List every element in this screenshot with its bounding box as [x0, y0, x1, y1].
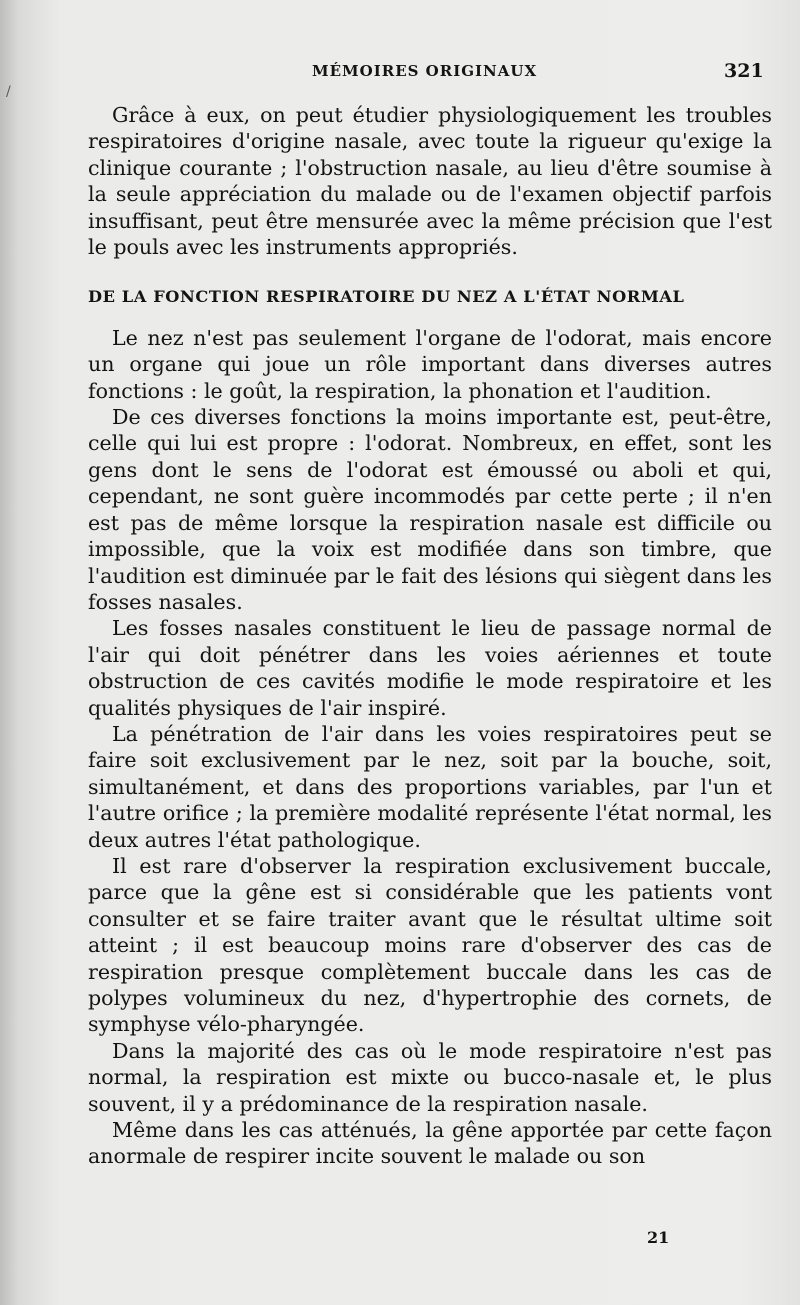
paragraph: Dans la majorité des cas où le mode respiratoire n'est pas normal, la respiration est mixte ou bucco-nasale et, le plus souvent, il y a prédominance de la respiration nasale.	[88, 1038, 772, 1116]
page-number: 321	[724, 60, 764, 82]
paragraph: Le nez n'est pas seulement l'organe de l'odorat, mais encore un organe qui joue un rôle important dans diverses autres fonctions : le goût, la respiration, la phonation et l'audition.	[88, 325, 772, 403]
page-header	[0, 62, 800, 92]
margin-mark: /	[6, 84, 11, 100]
body-text	[88, 102, 772, 1170]
paragraph: Même dans les cas atténués, la gêne apportée par cette façon anormale de respirer incite souvent le malade ou son	[88, 1118, 772, 1169]
paragraph: De ces diverses fonctions la moins importante est, peut-être, celle qui lui est propre : l'odorat. Nombreux, en effet, sont les gens dont le sens de l'odorat est émoussé ou aboli et qui, cependant, ne sont guère incommodés par cette perte ; il n'en est pas de même lorsque la respiration nasale est difficile ou impossible, que la voix est modifiée dans son timbre, que l'audition est diminuée par le fait des lésions qui siègent dans les fosses nasales.	[88, 405, 772, 614]
paragraph: Grâce à eux, on peut étudier physiologiquement les troubles respiratoires d'origine nasale, avec toute la rigueur qu'exige la clinique courante ; l'obstruction nasale, au lieu d'être soumise à la seule appréciation du malade ou de l'examen objectif parfois insuffisant, peut être mensurée avec la même précision que l'est le pouls avec les instruments appropriés.	[88, 103, 772, 260]
paragraph: Les fosses nasales constituent le lieu de passage normal de l'air qui doit pénétrer dans les voies aériennes et toute obstruction de ces cavités modifie le mode respiratoire et les qualités physiques de l'air inspiré.	[88, 616, 772, 720]
running-title: MÉMOIRES ORIGINAUX	[312, 62, 538, 80]
section-heading: DE LA FONCTION RESPIRATOIRE DU NEZ A L'ÉTAT NORMAL	[88, 287, 685, 307]
paragraph: Il est rare d'observer la respiration exclusivement buccale, parce que la gêne est si considérable que les patients vont consulter et se faire traiter avant que le résultat ultime soit atteint ; il est beaucoup moins rare d'observer des cas de respiration presque complètement buccale dans les cas de polypes volumineux du nez, d'hypertrophie des cornets, de symphyse vélo-pharyngée.	[88, 853, 772, 1037]
signature-mark: 21	[647, 1228, 670, 1247]
paragraph: La pénétration de l'air dans les voies respiratoires peut se faire soit exclusivement par le nez, soit par la bouche, soit, simultanément, et dans des proportions variables, par l'un et l'autre orifice ; la première modalité représente l'état normal, les deux autres l'état pathologique.	[88, 721, 772, 852]
